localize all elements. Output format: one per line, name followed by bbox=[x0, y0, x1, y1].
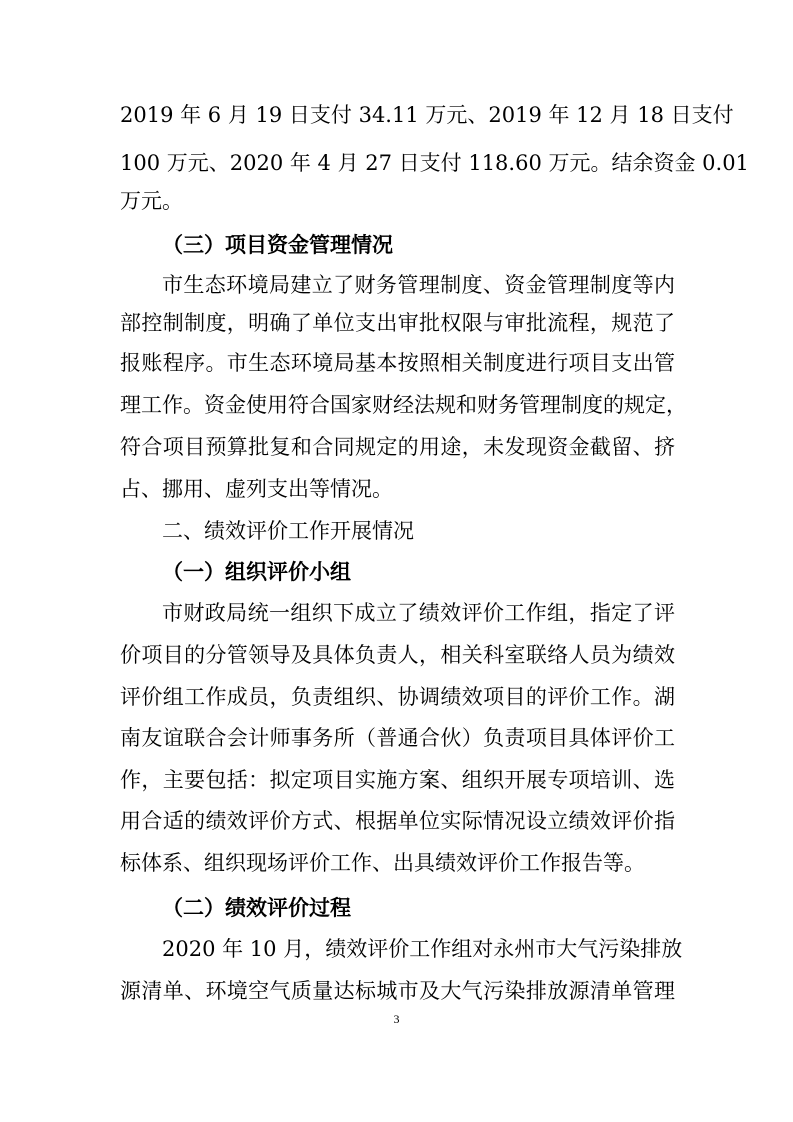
paragraph-line: 符合项目预算批复和合同规定的用途，未发现资金截留、挤 bbox=[120, 435, 675, 459]
paragraph-line: 100 万元、2020 年 4 月 27 日支付 118.60 万元。结余资金 0.01 bbox=[120, 151, 749, 175]
paragraph-line: 理工作。资金使用符合国家财经法规和财务管理制度的规定， bbox=[120, 393, 687, 417]
paragraph-line: 源清单、环境空气质量达标城市及大气污染排放源清单管理 bbox=[120, 979, 675, 1003]
paragraph-line: 作，主要包括：拟定项目实施方案、组织开展专项培训、选 bbox=[120, 768, 675, 792]
paragraph-line: 用合适的绩效评价方式、根据单位实际情况设立绩效评价指 bbox=[120, 809, 675, 833]
section-heading: （二）绩效评价过程 bbox=[162, 895, 351, 920]
paragraph-line: 市生态环境局建立了财务管理制度、资金管理制度等内 bbox=[162, 273, 675, 297]
paragraph-line: 评价组工作成员，负责组织、协调绩效项目的评价工作。湖 bbox=[120, 685, 675, 709]
paragraph-line: 部控制制度，明确了单位支出审批权限与审批流程，规范了 bbox=[120, 311, 675, 335]
page-number: 3 bbox=[393, 1012, 400, 1026]
paragraph-line: 价项目的分管领导及具体负责人，相关科室联络人员为绩效 bbox=[120, 643, 675, 667]
paragraph-line: 标体系、组织现场评价工作、出具绩效评价工作报告等。 bbox=[120, 851, 645, 875]
paragraph-line: 报账程序。市生态环境局基本按照相关制度进行项目支出管 bbox=[120, 351, 675, 375]
section-heading: （一）组织评价小组 bbox=[162, 559, 351, 584]
section-heading: 二、绩效评价工作开展情况 bbox=[162, 519, 414, 543]
paragraph-line: 2019 年 6 月 19 日支付 34.11 万元、2019 年 12 月 18 日支付 bbox=[120, 103, 734, 127]
paragraph-line: 万元。 bbox=[120, 189, 183, 213]
paragraph-line: 2020 年 10 月，绩效评价工作组对永州市大气污染排放 bbox=[162, 937, 683, 961]
section-heading: （三）项目资金管理情况 bbox=[162, 232, 393, 257]
paragraph-line: 南友谊联合会计师事务所（普通合伙）负责项目具体评价工 bbox=[120, 726, 675, 750]
paragraph-line: 市财政局统一组织下成立了绩效评价工作组，指定了评 bbox=[162, 601, 675, 625]
paragraph-line: 占、挪用、虚列支出等情况。 bbox=[120, 477, 393, 501]
